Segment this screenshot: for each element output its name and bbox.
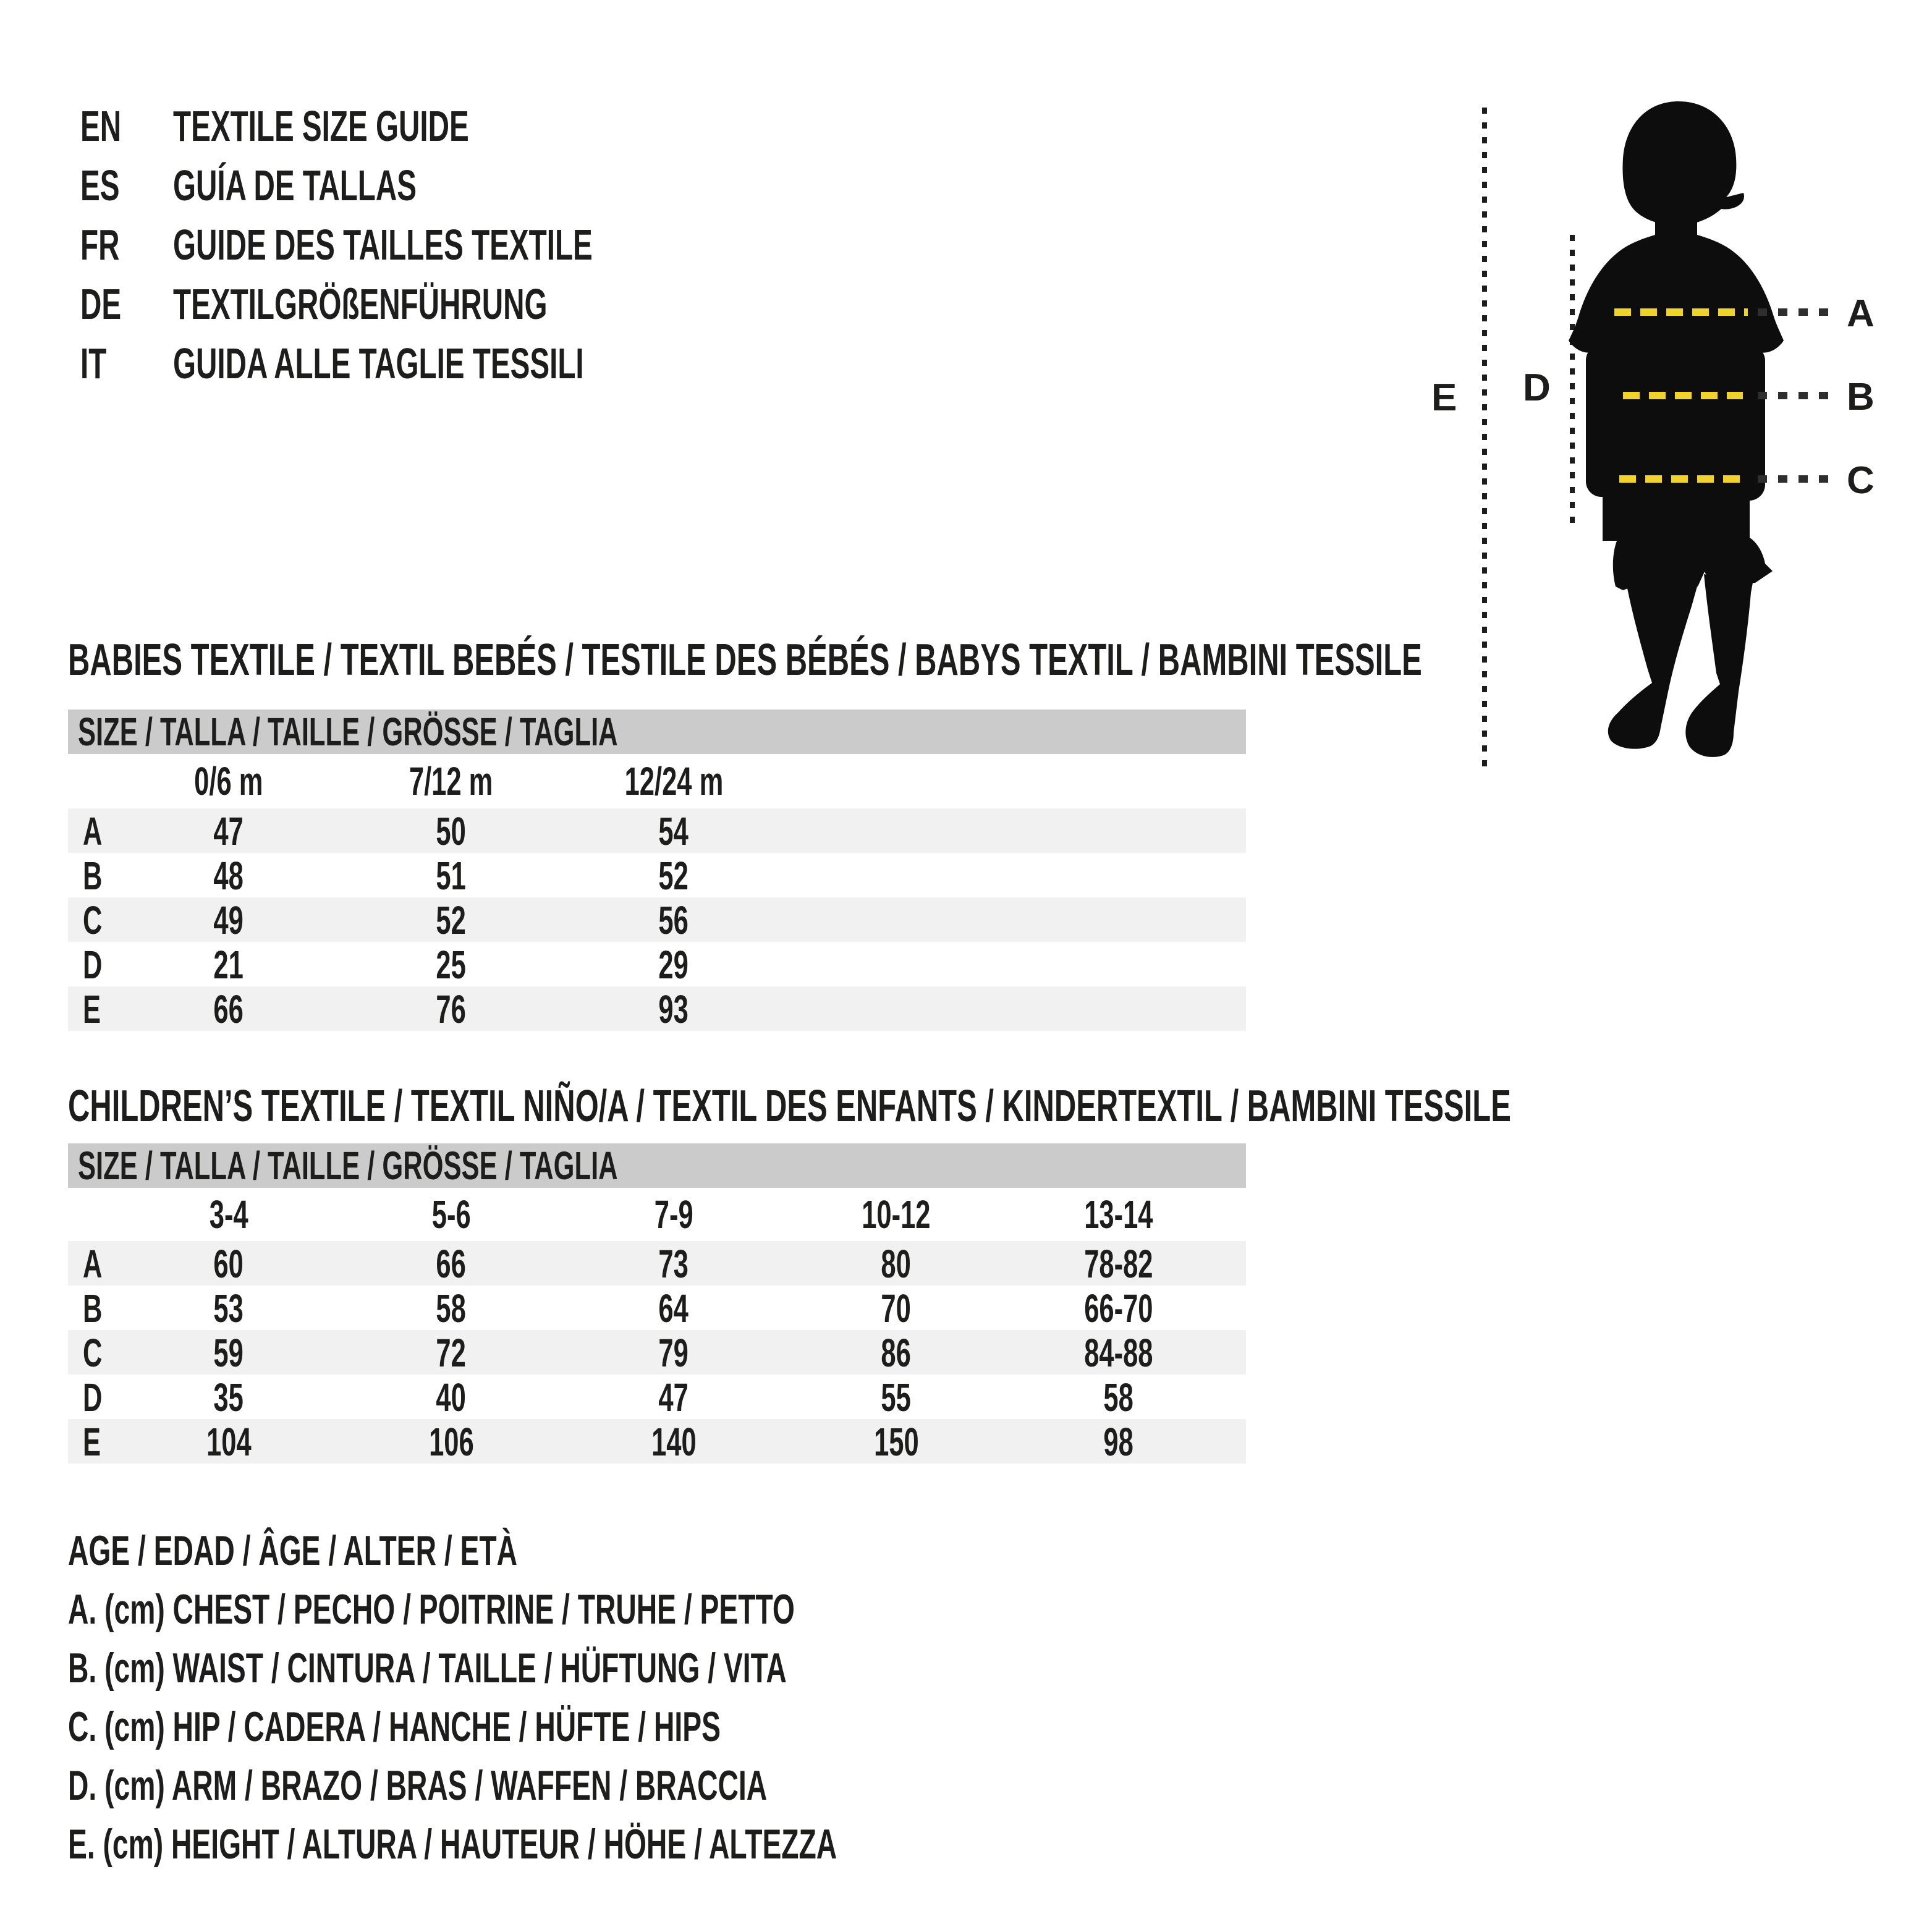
language-title-list bbox=[0, 96, 865, 393]
measurement-legend bbox=[68, 1522, 1199, 1874]
column-header: 7/12 m bbox=[409, 759, 493, 803]
table-row-b bbox=[68, 853, 1246, 897]
table-cell: 52 bbox=[658, 854, 689, 898]
table-cell: 58 bbox=[436, 1286, 467, 1331]
legend-line-chest: A. (cm) CHEST / PECHO / POITRINE / TRUHE / PETTO bbox=[68, 1586, 795, 1633]
column-header: 10-12 bbox=[862, 1192, 931, 1237]
children-column-header-row bbox=[68, 1188, 1246, 1241]
table-cell: 64 bbox=[658, 1286, 689, 1331]
table-cell: 60 bbox=[213, 1242, 244, 1286]
table-cell: 25 bbox=[436, 943, 467, 987]
table-cell: 70 bbox=[881, 1286, 912, 1331]
children-size-header-bar bbox=[68, 1143, 1246, 1188]
row-label: E bbox=[83, 1420, 101, 1464]
table-cell: 78-82 bbox=[1084, 1242, 1153, 1286]
language-code: ES bbox=[80, 161, 120, 210]
table-cell: 73 bbox=[658, 1242, 689, 1286]
column-header: 13-14 bbox=[1084, 1192, 1153, 1237]
measure-label-e: E bbox=[1431, 376, 1457, 419]
language-code: EN bbox=[80, 102, 122, 150]
column-header: 7-9 bbox=[654, 1192, 693, 1237]
table-cell: 55 bbox=[881, 1375, 912, 1420]
table-cell: 59 bbox=[213, 1331, 244, 1375]
table-cell: 47 bbox=[213, 809, 244, 854]
table-row-b bbox=[68, 1286, 1246, 1330]
row-label: B bbox=[83, 1286, 103, 1331]
size-header-label: SIZE / TALLA / TAILLE / GRÖSSE / TAGLIA bbox=[78, 710, 618, 754]
language-row-it bbox=[0, 334, 865, 393]
table-row-a bbox=[68, 1241, 1246, 1286]
table-cell: 72 bbox=[436, 1331, 467, 1375]
table-row-a bbox=[68, 808, 1246, 853]
table-cell: 47 bbox=[658, 1375, 689, 1420]
language-code: DE bbox=[80, 280, 122, 328]
table-cell: 66 bbox=[213, 987, 244, 1032]
measurement-figure bbox=[1409, 87, 1932, 803]
table-row-c bbox=[68, 1330, 1246, 1375]
measure-label-a: A bbox=[1847, 292, 1875, 335]
language-title: GUÍA DE TALLAS bbox=[173, 161, 417, 210]
table-cell: 76 bbox=[436, 987, 467, 1032]
language-row-de bbox=[0, 274, 865, 334]
legend-line-arm: D. (cm) ARM / BRAZO / BRAS / WAFFEN / BRACCIA bbox=[68, 1762, 768, 1809]
column-header: 12/24 m bbox=[624, 759, 723, 803]
table-cell: 50 bbox=[436, 809, 467, 854]
table-cell: 29 bbox=[658, 943, 689, 987]
legend-line-hip: C. (cm) HIP / CADERA / HANCHE / HÜFTE / HIPS bbox=[68, 1703, 721, 1750]
table-cell: 140 bbox=[651, 1420, 697, 1464]
table-cell: 52 bbox=[436, 898, 467, 943]
language-row-en bbox=[0, 96, 865, 156]
row-label: D bbox=[83, 943, 103, 987]
row-label: A bbox=[83, 1242, 103, 1286]
measure-label-b: B bbox=[1847, 376, 1875, 418]
legend-line-age: AGE / EDAD / ÂGE / ALTER / ETÀ bbox=[68, 1527, 518, 1574]
language-title: GUIDE DES TAILLES TEXTILE bbox=[173, 221, 593, 269]
children-textile-section bbox=[68, 1082, 1511, 1464]
row-label: D bbox=[83, 1375, 103, 1420]
table-cell: 66-70 bbox=[1084, 1286, 1153, 1331]
babies-size-header-bar bbox=[68, 710, 1246, 754]
measure-label-c: C bbox=[1847, 459, 1875, 502]
babies-textile-section bbox=[68, 635, 1422, 1032]
legend-line-height: E. (cm) HEIGHT / ALTURA / HAUTEUR / HÖHE / ALTEZZA bbox=[68, 1821, 837, 1868]
child-silhouette bbox=[1569, 101, 1784, 757]
table-cell: 48 bbox=[213, 854, 244, 898]
table-row-d bbox=[68, 1375, 1246, 1419]
language-code: IT bbox=[80, 339, 107, 388]
table-cell: 56 bbox=[658, 898, 689, 943]
table-cell: 40 bbox=[436, 1375, 467, 1420]
children-section-heading: CHILDREN’S TEXTILE / TEXTIL NIÑO/A / TEXTIL DES ENFANTS / KINDERTEXTIL / BAMBINI TESSILE bbox=[68, 1082, 1511, 1131]
column-header: 3-4 bbox=[209, 1192, 248, 1237]
row-label: B bbox=[83, 854, 103, 898]
table-cell: 93 bbox=[658, 987, 689, 1032]
table-cell: 51 bbox=[436, 854, 467, 898]
table-cell: 86 bbox=[881, 1331, 912, 1375]
table-cell: 106 bbox=[428, 1420, 474, 1464]
table-cell: 21 bbox=[213, 943, 244, 987]
table-cell: 35 bbox=[213, 1375, 244, 1420]
babies-column-header-row bbox=[68, 754, 1246, 808]
table-row-d bbox=[68, 942, 1246, 986]
row-label: E bbox=[83, 987, 101, 1032]
column-header: 0/6 m bbox=[194, 759, 263, 803]
size-header-label: SIZE / TALLA / TAILLE / GRÖSSE / TAGLIA bbox=[78, 1143, 618, 1188]
babies-section-heading: BABIES TEXTILE / TEXTIL BEBÉS / TESTILE DES BÉBÉS / BABYS TEXTIL / BAMBINI TESSILE bbox=[68, 635, 1422, 685]
table-cell: 58 bbox=[1103, 1375, 1134, 1420]
table-cell: 66 bbox=[436, 1242, 467, 1286]
table-row-c bbox=[68, 897, 1246, 942]
table-cell: 80 bbox=[881, 1242, 912, 1286]
language-title: GUIDA ALLE TAGLIE TESSILI bbox=[173, 339, 584, 388]
row-label: A bbox=[83, 809, 103, 854]
row-label: C bbox=[83, 898, 103, 943]
table-row-e bbox=[68, 1419, 1246, 1464]
language-code: FR bbox=[80, 221, 120, 269]
language-title: TEXTILGRÖßENFÜHRUNG bbox=[173, 280, 548, 328]
table-cell: 49 bbox=[213, 898, 244, 943]
row-label: C bbox=[83, 1331, 103, 1375]
table-cell: 54 bbox=[658, 809, 689, 854]
table-cell: 79 bbox=[658, 1331, 689, 1375]
table-cell: 98 bbox=[1103, 1420, 1134, 1464]
measure-label-d: D bbox=[1523, 366, 1551, 409]
table-cell: 104 bbox=[206, 1420, 252, 1464]
legend-line-waist: B. (cm) WAIST / CINTURA / TAILLE / HÜFTUNG / VITA bbox=[68, 1645, 787, 1692]
language-title: TEXTILE SIZE GUIDE bbox=[173, 102, 469, 150]
column-header: 5-6 bbox=[431, 1192, 471, 1237]
language-row-fr bbox=[0, 215, 865, 274]
table-cell: 150 bbox=[873, 1420, 919, 1464]
table-cell: 84-88 bbox=[1084, 1331, 1153, 1375]
language-row-es bbox=[0, 156, 865, 215]
table-row-e bbox=[68, 986, 1246, 1031]
table-cell: 53 bbox=[213, 1286, 244, 1331]
